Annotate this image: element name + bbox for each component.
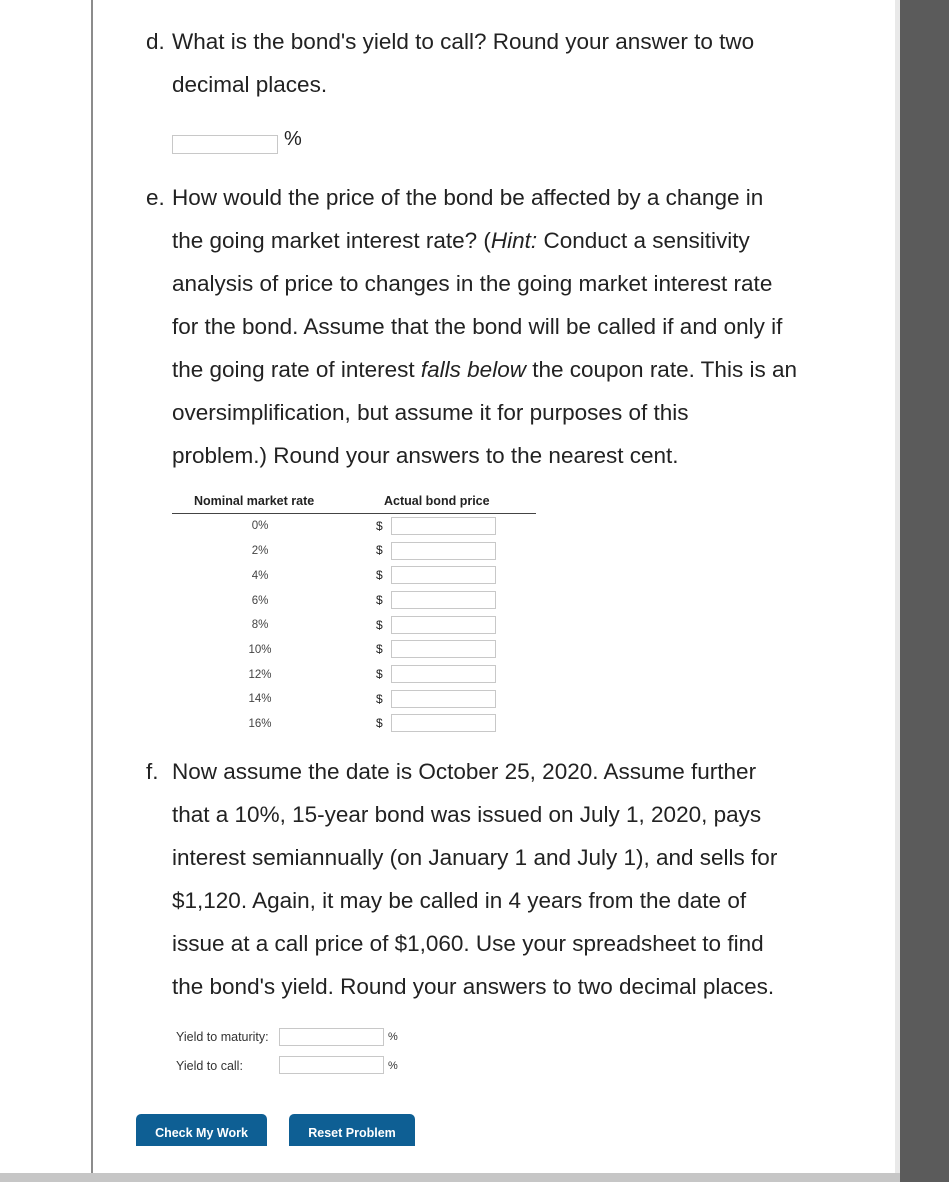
question-f-text-5: issue at a call price of $1,060. Use your spreadsheet to find	[172, 931, 764, 956]
rate-cell: 4%	[251, 570, 269, 582]
question-e	[146, 176, 797, 477]
bond-price-input[interactable]	[391, 690, 496, 708]
question-e-text-5b: the coupon rate. This is an	[525, 357, 797, 382]
dollar-sign: $	[376, 568, 383, 582]
question-f-text-4: $1,120. Again, it may be called in 4 years from the date of	[172, 888, 747, 913]
dollar-sign: $	[376, 519, 383, 533]
hint-label: Hint:	[490, 228, 538, 253]
dollar-sign: $	[376, 642, 383, 656]
content-left-border	[91, 0, 93, 1175]
bond-price-input[interactable]	[391, 665, 496, 683]
question-e-text-4: for the bond. Assume that the bond will be called if and only if	[172, 314, 783, 339]
yield-to-maturity-label: Yield to maturity:	[176, 1030, 269, 1044]
rate-cell: 8%	[251, 619, 269, 631]
bond-price-input[interactable]	[391, 542, 496, 560]
percent-unit: %	[388, 1060, 398, 1072]
question-e-letter: e.	[146, 185, 165, 210]
side-panel	[900, 0, 949, 1182]
question-e-text-5a: the going rate of interest	[172, 357, 421, 382]
rate-cell: 10%	[248, 644, 272, 656]
bond-price-input[interactable]	[391, 616, 496, 634]
bond-price-input[interactable]	[391, 517, 496, 535]
question-e-text-2a: the going market interest rate? (	[172, 228, 491, 253]
dollar-sign: $	[376, 667, 383, 681]
table-header-rule	[172, 513, 536, 514]
horizontal-scrollbar[interactable]	[0, 1173, 900, 1182]
question-e-text-2	[146, 219, 797, 262]
question-d-letter: d.	[146, 29, 165, 54]
rate-cell: 12%	[248, 669, 272, 681]
dollar-sign: $	[376, 593, 383, 607]
emphasis-falls-below: falls below	[420, 357, 526, 382]
rate-cell: 6%	[251, 595, 269, 607]
percent-unit: %	[284, 128, 302, 150]
question-d-text: What is the bond's yield to call? Round your answer to two	[172, 29, 755, 54]
bond-price-input[interactable]	[391, 714, 496, 732]
bond-price-input[interactable]	[391, 640, 496, 658]
question-f-text-2: that a 10%, 15-year bond was issued on July 1, 2020, pays	[172, 802, 762, 827]
yield-to-maturity-input[interactable]	[279, 1028, 384, 1046]
percent-unit: %	[388, 1031, 398, 1043]
question-f-text-1: Now assume the date is October 25, 2020. Assume further	[172, 759, 757, 784]
yield-to-call-label: Yield to call:	[176, 1059, 243, 1073]
question-d	[146, 20, 754, 106]
dollar-sign: $	[376, 692, 383, 706]
rate-cell: 0%	[251, 520, 269, 532]
header-nominal-rate: Nominal market rate	[194, 494, 315, 508]
yield-to-call-f-input[interactable]	[279, 1056, 384, 1074]
dollar-sign: $	[376, 618, 383, 632]
dollar-sign: $	[376, 716, 383, 730]
question-f	[146, 750, 777, 1008]
question-e-text-1: How would the price of the bond be affected by a change in	[172, 185, 764, 210]
question-e-text-6: oversimplification, but assume it for purposes of this	[172, 400, 689, 425]
bond-price-input[interactable]	[391, 591, 496, 609]
question-f-text-3: interest semiannually (on January 1 and July 1), and sells for	[172, 845, 778, 870]
check-my-work-button[interactable]: Check My Work	[136, 1114, 267, 1146]
yield-to-call-input[interactable]	[172, 135, 278, 154]
question-e-text-3: analysis of price to changes in the going market interest rate	[172, 271, 773, 296]
rate-cell: 16%	[248, 718, 272, 730]
question-e-text-5	[146, 348, 797, 391]
rate-cell: 14%	[248, 693, 272, 705]
reset-problem-button[interactable]: Reset Problem	[289, 1114, 415, 1146]
question-e-text-7: problem.) Round your answers to the nearest cent.	[172, 443, 679, 468]
question-f-text-6: the bond's yield. Round your answers to two decimal places.	[172, 974, 775, 999]
dollar-sign: $	[376, 543, 383, 557]
question-f-letter: f.	[146, 759, 159, 784]
question-e-text-2b: Conduct a sensitivity	[537, 228, 750, 253]
question-d-text-2: decimal places.	[172, 72, 328, 97]
bond-price-input[interactable]	[391, 566, 496, 584]
header-bond-price: Actual bond price	[384, 494, 490, 508]
rate-cell: 2%	[251, 545, 269, 557]
